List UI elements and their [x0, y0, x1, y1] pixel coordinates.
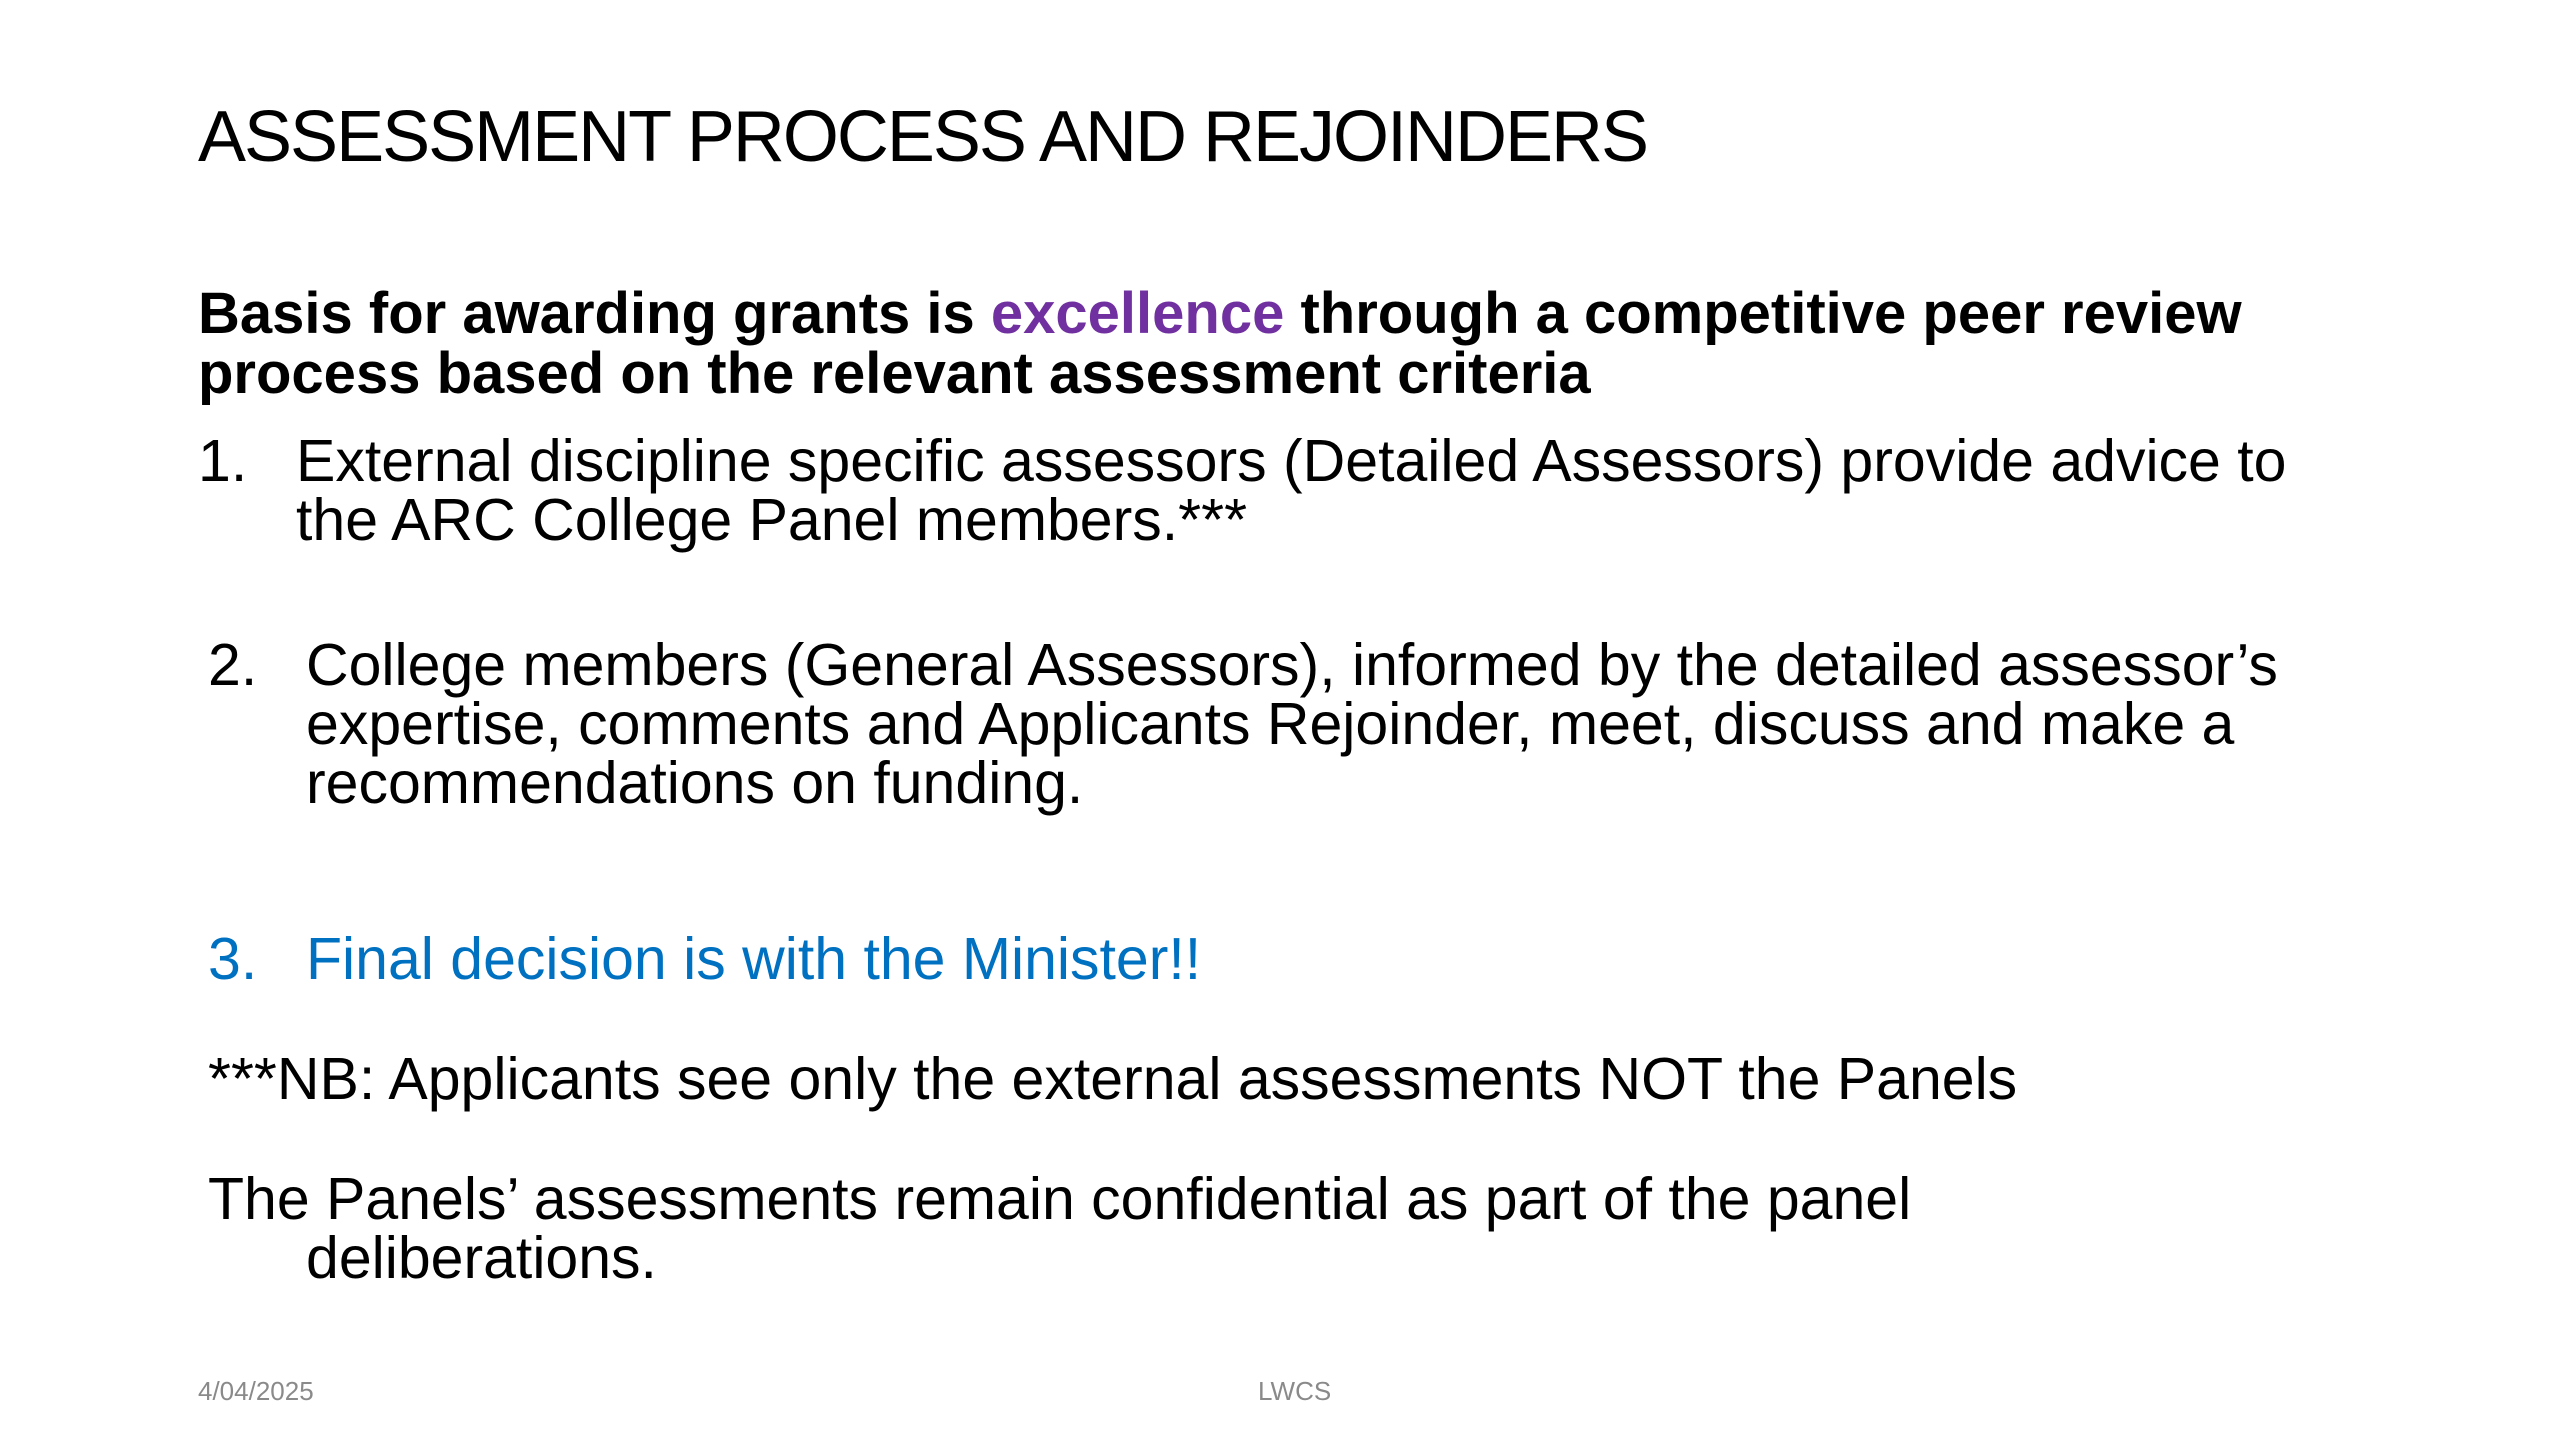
list-item-2: [208, 632, 2388, 816]
paragraph-line-1: The Panels’ assessments remain confidential as part of the panel: [208, 1166, 1912, 1232]
list-item-3: [208, 926, 2388, 992]
list-item-1: [198, 428, 2378, 553]
lead-text-before: Basis for awarding grants is: [198, 281, 991, 346]
confidentiality-paragraph: [208, 1166, 2208, 1291]
lead-highlight: excellence: [990, 281, 1285, 346]
list-item-number: 1.: [198, 428, 248, 494]
list-item-text: Final decision is with the Minister!!: [306, 926, 1202, 992]
slide-title: ASSESSMENT PROCESS AND REJOINDERS: [198, 97, 1648, 177]
paragraph-line-2: deliberations.: [306, 1225, 657, 1291]
footer-label: LWCS: [1258, 1376, 1332, 1406]
list-item-number: 2.: [208, 632, 258, 698]
lead-statement: [198, 281, 2398, 406]
note-text: ***NB: Applicants see only the external assessments NOT the Panels: [208, 1046, 2018, 1112]
list-item-text: College members (General Assessors), informed by the detailed assessor’s expertise, comments and Applicants Rejoinder, meet, discuss and make a recommendations on funding.: [306, 632, 2278, 816]
list-item-text: External discipline specific assessors (Detailed Assessors) provide advice to the ARC College Panel members.***: [296, 428, 2287, 553]
lead-text-after: through a competitive peer review process based on the relevant assessment criteria: [198, 281, 2242, 406]
footer-date: 4/04/2025: [198, 1376, 314, 1406]
list-item-number: 3.: [208, 926, 258, 992]
